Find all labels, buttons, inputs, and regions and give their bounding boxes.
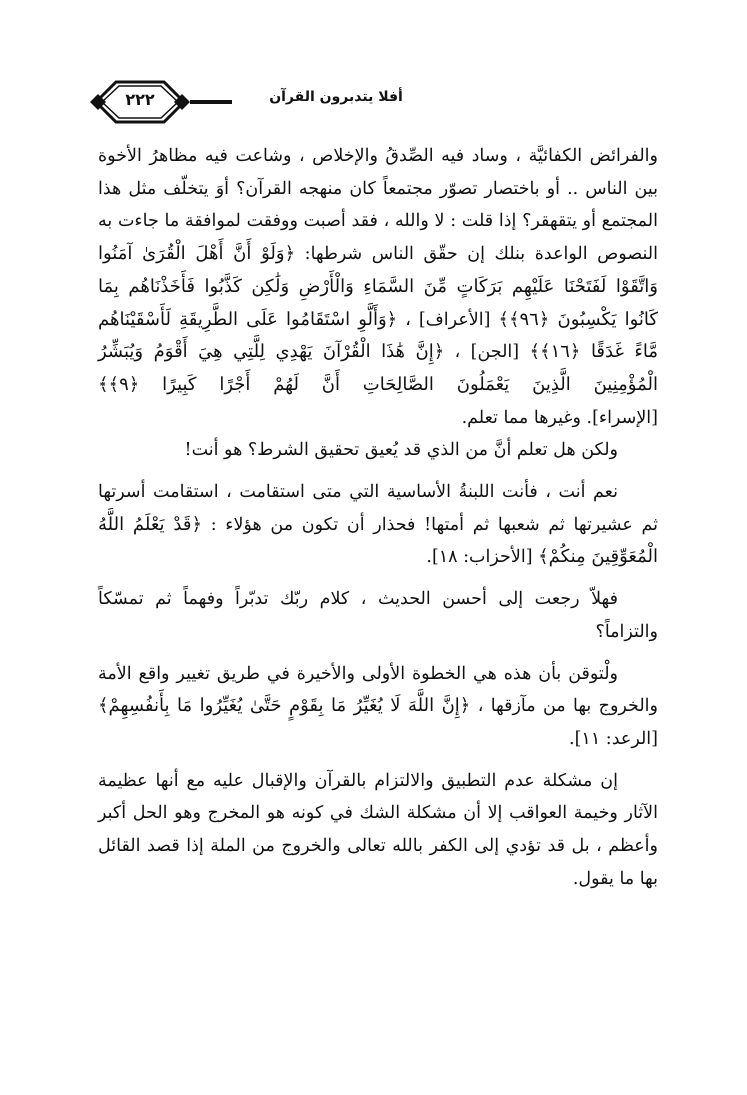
paragraph-3 [98, 476, 658, 574]
paragraph-5 [98, 658, 658, 756]
paragraph-2: ولكن هل تعلم أنَّ من الذي قد يُعيق تحقيق الشرط؟ هو أنت! [184, 440, 618, 461]
verse-reference-isra: [الإسراء]. وغيرها مما تعلم. [461, 407, 658, 428]
quran-verse-jinn: ﴿وَأَلَّوِ اسْتَقَامُوا عَلَى الطَّرِيقَةِ لَأَسْقَيْنَاهُم مَّاءً غَدَقًا ﴿١٦﴾﴾ [98, 308, 658, 363]
page-number: ٢٢٢ [125, 90, 155, 109]
quran-verse-ahzab: ﴿قَدْ يَعْلَمُ اللَّهُ الْمُعَوِّقِينَ مِنكُمْ﴾ [98, 513, 658, 568]
quran-verse-araf: ﴿وَلَوْ أَنَّ أَهْلَ الْقُرَىٰ آمَنُوا وَاتَّقَوْا لَفَتَحْنَا عَلَيْهِم بَرَكَاتٍ مِّنَ السَّمَاءِ وَالْأَرْضِ وَلَٰكِن كَذَّبُوا فَأَخَذْنَاهُم بِمَا كَانُوا يَكْسِبُونَ ﴿٩٦﴾﴾ [98, 243, 658, 330]
header-rule-left [190, 100, 230, 104]
paragraph-4: فهلاّ رجعت إلى أحسن الحديث ، كلام ربّك تدبّراً وفهماً ثم تمسّكاً والتزاماً؟ [98, 589, 658, 642]
paragraph-1 [98, 140, 658, 434]
running-title: أفلا يتدبرون القرآن [232, 89, 440, 105]
verse-reference-jinn: [الجن] ، [454, 342, 520, 363]
paragraph-6: إن مشكلة عدم التطبيق والالتزام بالقرآن والإقبال عليه مع أنها عظيمة الآثار وخيمة العواقب إلا أن مشكلة الشك في كونه هو المخرج وهو الحل أكبر وأعظم ، بل قد تؤدي إلى الكفر بالله تعالى والخروج من الملة إذا قصد القائل بها ما يقول. [98, 770, 658, 889]
page-body [98, 140, 658, 895]
verse-reference-araf: [الأعراف] ، [405, 309, 491, 330]
paragraph-5-text: ولْتوقن بأن هذه هي الخطوة الأولى والأخيرة في طريق تغيير واقع الأمة والخروج بها من مآزقها ، [98, 663, 658, 717]
paragraph-1-text: والفرائض الكفائيَّة ، وساد فيه الصِّدقُ والإخلاص ، وشاعت فيه مظاهرُ الأخوة بين الناس .. أو باختصار تصوّر مجتمعاً كان منهجه القرآن؟ أوَ يتخلّف مثل هذا المجتمع أو يتقهقر؟ إذا قلت : لا والله ، فقد أصبت ووفقت لموافقة ما جاءت به النصوص الواعدة بنلك إن حقّق الناس شرطها: [98, 146, 658, 265]
verse-reference-ahzab: [الأحزاب: ١٨]. [426, 547, 533, 568]
paragraph-3-text: نعم أنت ، فأنت اللبنةُ الأساسية التي متى استقامت ، استقامت أسرتها ثم عشيرتها ثم شعبها ثم أمتها! فحذار أن تكون من هؤلاء : [98, 482, 658, 535]
verse-reference-rad: [الرعد: ١١]. [569, 728, 658, 749]
page-header [90, 74, 655, 130]
quran-verse-rad: ﴿إِنَّ اللَّهَ لَا يُغَيِّرُ مَا بِقَوْمٍ حَتَّىٰ يُغَيِّرُوا مَا بِأَنفُسِهِمْ﴾ [98, 695, 471, 717]
quran-verse-isra: ﴿إِنَّ هَٰذَا الْقُرْآنَ يَهْدِي لِلَّتِي هِيَ أَقْوَمُ وَيُبَشِّرُ الْمُؤْمِنِينَ الَّذِينَ يَعْمَلُونَ الصَّالِحَاتِ أَنَّ لَهُمْ أَجْرًا كَبِيرًا ﴿٩﴾﴾ [98, 341, 658, 395]
